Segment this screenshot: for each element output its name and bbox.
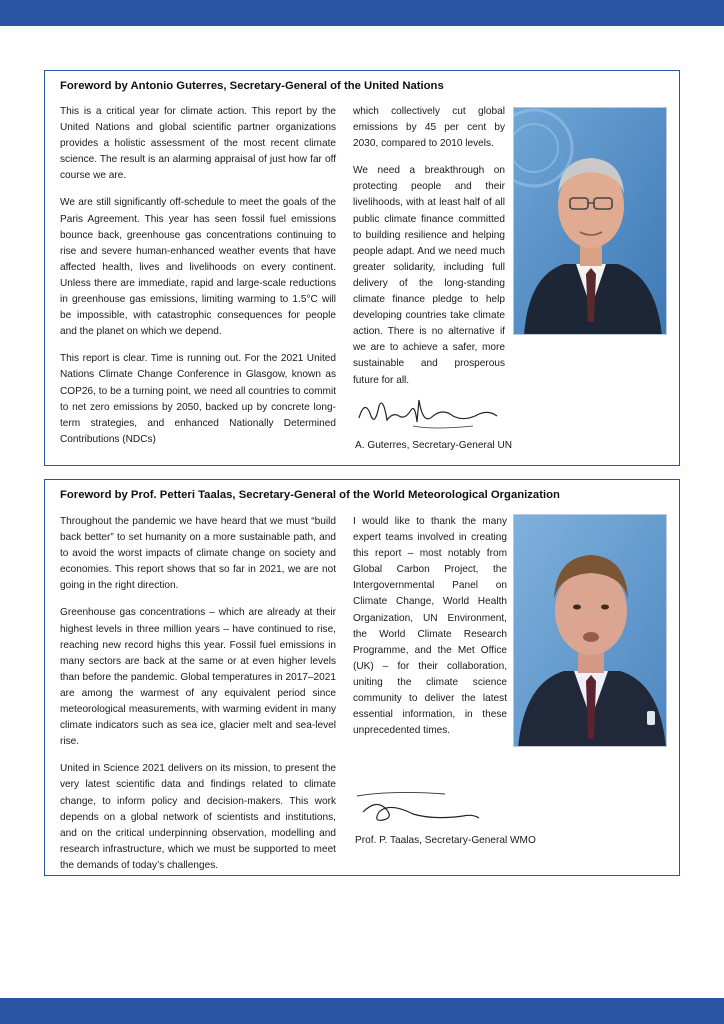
guterres-portrait-photo	[513, 107, 667, 335]
foreword-guterres-title: Foreword by Antonio Guterres, Secretary-General of the United Nations	[60, 80, 444, 92]
foreword-guterres-box	[44, 70, 680, 466]
paragraph: which collectively cut global emissions by 45 per cent by 2030, compared to 2010 levels.	[353, 106, 505, 150]
taalas-signature	[353, 782, 483, 832]
paragraph: We are still significantly off-schedule to meet the goals of the Paris Agreement. This year has seen fossil fuel emissions bounce back, greenhouse gas concentrations continuing to rise and severe human-enhanced weather events that have affected health, lives and livelihoods on every continent. Unless there are immediate, rapid and large-scale reductions in greenhouse gas emissions, limiting warming to 1.5°C will be impossible, with catastrophic consequences for people and the planet on which we depend.	[60, 197, 336, 338]
foreword-taalas-left-column	[60, 514, 336, 885]
taalas-signature-caption: Prof. P. Taalas, Secretary-General WMO	[355, 835, 536, 846]
paragraph: Throughout the pandemic we have heard that we must “build back better” to set humanity on a more sustainable path, and to avoid the worst impacts of climate change on society and economies. This report shows that so far in 2021, we are not going in the right direction.	[60, 516, 336, 592]
paragraph: This report is clear. Time is running out. For the 2021 United Nations Climate Change Conference in Glasgow, known as COP26, to be a turning point, we need all countries to commit to net zero emissions by 2050, backed up by concrete long-term strategies, and enhanced Nationally Determined Contributions (NDCs)	[60, 353, 336, 445]
paragraph: We need a breakthrough on protecting people and their livelihoods, with at least half of all public climate finance committed to building resilience and helping people adapt. And we need much greater solidarity, including full delivery of the long-standing climate finance pledge to help developing countries take climate action. There is no alternative if we are to achieve a safer, more sustainable and prosperous future for all.	[353, 165, 505, 386]
paragraph: United in Science 2021 delivers on its mission, to present the very latest scientific data and findings related to climate change, to inform policy and decision-makers. This work depends on a global network of scientists and institutions, and on the critical underpinning observation, modelling and research infrastructure, which we must be supported to meet the demands of today’s challenges.	[60, 763, 336, 871]
taalas-portrait-photo	[513, 514, 667, 747]
paragraph: Greenhouse gas concentrations – which are already at their highest levels in three million years – have continued to rise, reaching new record highs this year. Fossil fuel emissions in many sectors are back at the same or at even higher levels than before the pandemic. Global temperatures in 2017–2021 are among the warmest of any equivalent period since meteorological measurements, with warming evident in many climate indicators such as sea ice, glacier melt and sea-level rise.	[60, 607, 336, 748]
guterres-signature	[353, 386, 503, 441]
guterres-signature-caption: A. Guterres, Secretary-General UN	[355, 440, 513, 451]
foreword-guterres-mid-column	[353, 104, 505, 400]
paragraph: I would like to thank the many expert teams involved in creating this report – most notably from Global Carbon Project, the Intergovernmental Panel on Climate Change, World Health Organization, UN Environment, the World Climate Research Programme, and the Met Office (UK) – for their collaboration, uniting the climate science community to deliver the latest essential information, in these unprecedented times.	[353, 516, 507, 737]
paragraph: This is a critical year for climate action. This report by the United Nations and global scientific partner organizations provides a holistic assessment of the most recent climate science. The result is an alarming appraisal of just how far off course we are.	[60, 106, 336, 182]
bottom-color-band	[0, 998, 724, 1024]
foreword-taalas-mid-column	[353, 514, 507, 750]
top-color-band	[0, 0, 724, 26]
foreword-guterres-left-column	[60, 104, 336, 459]
foreword-taalas-box	[44, 479, 680, 876]
foreword-taalas-title: Foreword by Prof. Petteri Taalas, Secretary-General of the World Meteorological Organization	[60, 489, 560, 501]
